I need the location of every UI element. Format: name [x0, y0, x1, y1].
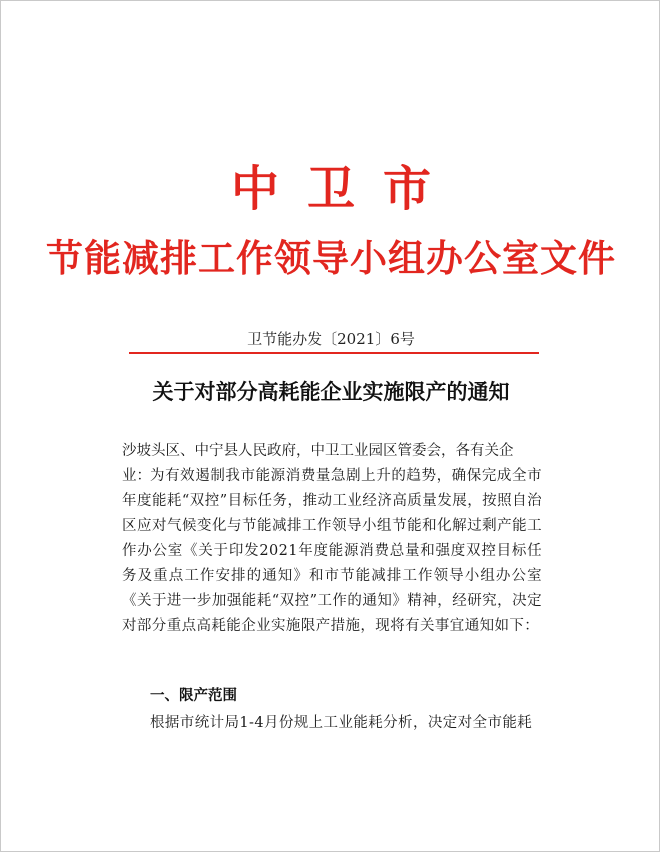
- recipients-line: 沙坡头区、中宁县人民政府，中卫工业园区管委会，各有关企业：: [122, 443, 514, 484]
- body-paragraph-2: 根据市统计局1-4月份规上工业能耗分析，决定对全市能耗: [150, 715, 533, 731]
- office-title: 节能减排工作领导小组办公室文件: [46, 236, 616, 280]
- body-paragraph-1: 为有效遏制我市能源消费量急剧上升的趋势，确保完成全市年度能耗“双控”目标任务，推动工业经济高质量发展，按照自治区应对气候变化与节能减排工作领导小组节能和化解过剩产能工作办公室《关于印发2021年度能源消费总量和强度双控目标任务及重点工作安排的通知》和市节能减排工作领导小组办公室《关于进一步加强能耗“双控”工作的通知》精神，经研究，决定对部分重点高耗能企业实施限产措施，现将有关事宜通知如下：: [122, 468, 542, 634]
- document-number: 卫节能办发〔2021〕6号: [247, 330, 415, 348]
- section-1-heading: 一、限产范围: [150, 688, 237, 704]
- city-title: 中卫市: [230, 161, 459, 217]
- notice-title: 关于对部分高耗能企业实施限产的通知: [152, 379, 510, 404]
- red-divider-line: [129, 352, 539, 354]
